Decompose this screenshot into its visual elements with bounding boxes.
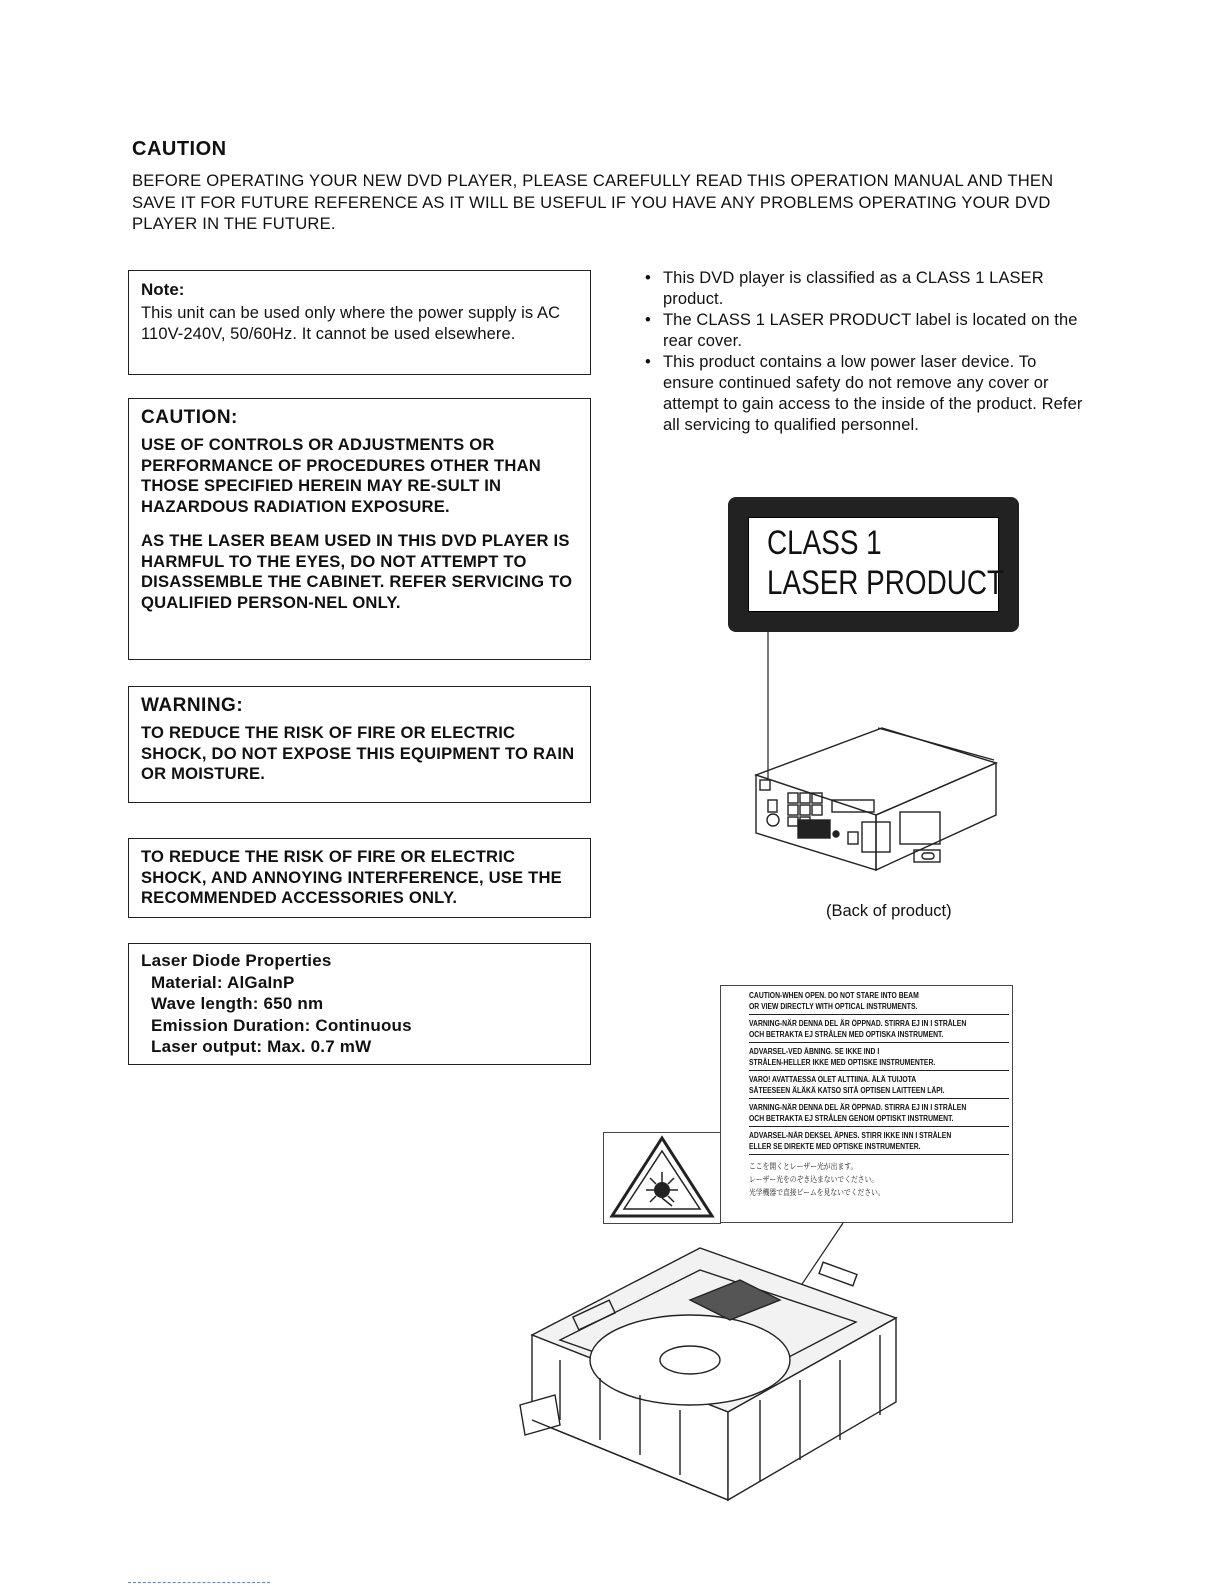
- warning-label-no: [749, 1130, 970, 1152]
- warning-label-en: [749, 990, 970, 1012]
- warning-label-line: ADVARSEL-VED ÅBNING. SE IKKE IND I: [749, 1047, 880, 1056]
- warning-label-line: CAUTION-WHEN OPEN. DO NOT STARE INTO BEAM: [749, 991, 919, 1000]
- laser-output: Laser output: Max. 0.7 mW: [151, 1037, 372, 1056]
- warning-label-line: OCH BETRAKTA EJ STRÅLEN MED OPTISKA INSTRUMENT.: [749, 1030, 944, 1039]
- warning-label-line: VARNING-NÄR DENNA DEL ÄR ÖPPNAD. STIRRA EJ IN I STRÅLEN: [749, 1019, 967, 1028]
- caution-heading: CAUTION: [132, 138, 227, 160]
- laser-properties-title: Laser Diode Properties: [141, 951, 332, 970]
- warning-label-line: SÄTEESEEN ÄLÄKÄ KATSO SITÄ OPTISEN LAITTEEN LÄPI.: [749, 1086, 945, 1095]
- laser-wavelength: Wave length: 650 nm: [151, 994, 324, 1013]
- class1-label-line2: LASER PRODUCT: [767, 564, 1005, 602]
- warning-label-sv: [749, 1018, 970, 1040]
- warning-label-line: VARO! AVATTAESSA OLET ALTTIINA. ÄLÄ TUIJOTA: [749, 1075, 917, 1084]
- warning-label-fi: [749, 1074, 970, 1096]
- laser-material: Material: AlGaInP: [151, 972, 295, 992]
- dvd-loader-mechanism-illustration: [520, 1248, 896, 1500]
- warning-label-line: ADVARSEL-NÅR DEKSEL ÅPNES. STIRR IKKE INN I STRÅLEN: [749, 1131, 952, 1140]
- warning-box-text: TO REDUCE THE RISK OF FIRE OR ELECTRIC SHOCK, DO NOT EXPOSE THIS EQUIPMENT TO RAIN OR MOISTURE.: [141, 723, 575, 783]
- warning-label-ja: [749, 1160, 970, 1199]
- multilingual-warning-label: [720, 985, 1013, 1223]
- list-item: • This DVD player is classified as a CLASS 1 LASER product.: [645, 268, 1085, 310]
- dvd-player-back-illustration: [756, 728, 996, 870]
- list-item: • This product contains a low power laser device. To ensure continued safety do not remove any cover or attempt to gain access to the inside of the product. Refer all servicing to qualified personnel.: [645, 352, 1085, 436]
- warning-label-line: OCH BETRAKTA EJ STRÅLEN GENOM OPTISKT INSTRUMENT.: [749, 1114, 954, 1123]
- caution-box-para1: USE OF CONTROLS OR ADJUSTMENTS OR PERFORMANCE OF PROCEDURES OTHER THAN THOSE SPECIFIED HEREIN MAY RE-SULT IN HAZARDOUS RADIATION EXPOSURE.: [141, 435, 541, 516]
- intro-paragraph: BEFORE OPERATING YOUR NEW DVD PLAYER, PLEASE CAREFULLY READ THIS OPERATION MANUAL AND THEN SAVE IT FOR FUTURE REFERENCE AS IT WILL BE USEFUL IF YOU HAVE ANY PROBLEMS OPERATING YOUR DVD PLAYER IN THE FUTURE.: [132, 171, 1054, 233]
- class1-label-line1: CLASS 1: [767, 524, 882, 562]
- warning-label-line: ELLER SE DIREKTE MED OPTISKE INSTRUMENTER.: [749, 1142, 921, 1151]
- note-title: Note:: [141, 280, 185, 299]
- caution-box-para2: AS THE LASER BEAM USED IN THIS DVD PLAYER IS HARMFUL TO THE EYES, DO NOT ATTEMPT TO DISASSEMBLE THE CABINET. REFER SERVICING TO QUALIFIED PERSON-NEL ONLY.: [141, 531, 573, 612]
- warning-label-line: OR VIEW DIRECTLY WITH OPTICAL INSTRUMENTS.: [749, 1002, 918, 1011]
- warning-box-title: WARNING:: [141, 695, 244, 716]
- warning-label-da: [749, 1046, 970, 1068]
- note-text: This unit can be used only where the power supply is AC 110V-240V, 50/60Hz. It cannot be used elsewhere.: [141, 304, 561, 343]
- warning-label-line: VARNING-NÄR DENNA DEL ÄR ÖPPNAD. STIRRA EJ IN I STRÅLEN: [749, 1103, 967, 1112]
- warning-label-line: 光学機器で直接ビームを見ないでください。: [749, 1188, 885, 1197]
- back-of-product-caption: (Back of product): [826, 902, 952, 920]
- laser-symbol-frame: [603, 1132, 721, 1224]
- caution-box-title: CAUTION:: [141, 407, 238, 428]
- warning-label-line: ここを開くとレーザー光が出ます。: [749, 1162, 858, 1171]
- page-footer-rule: [128, 1582, 270, 1583]
- laser-emission: Emission Duration: Continuous: [151, 1015, 412, 1035]
- warning-label-line: レーザー光をのぞき込まないでください。: [749, 1175, 879, 1184]
- list-item: • The CLASS 1 LASER PRODUCT label is located on the rear cover.: [645, 310, 1085, 352]
- interference-box-text: TO REDUCE THE RISK OF FIRE OR ELECTRIC SHOCK, AND ANNOYING INTERFERENCE, USE THE RECOMMENDED ACCESSORIES ONLY.: [141, 847, 562, 907]
- warning-label-sv-2: [749, 1102, 970, 1124]
- warning-label-line: STRÅLEN-HELLER IKKE MED OPTISKE INSTRUMENTER.: [749, 1058, 936, 1067]
